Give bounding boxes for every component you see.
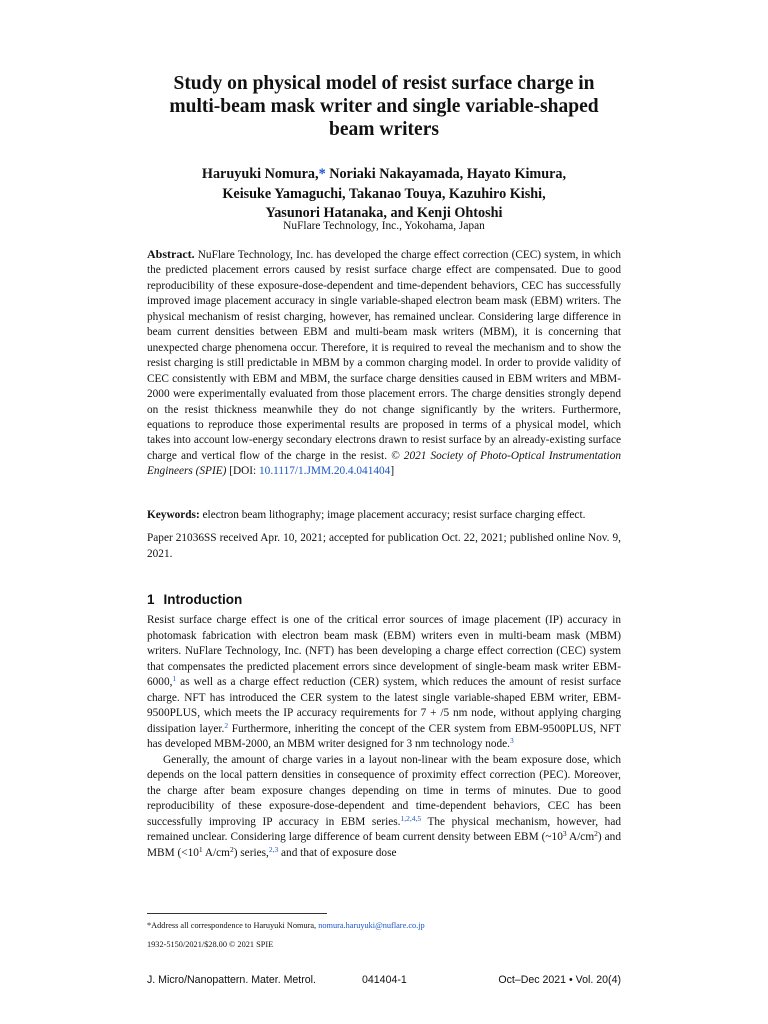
keywords-text: electron beam lithography; image placement accuracy; resist surface charging effect. — [199, 509, 586, 521]
doi-link[interactable]: 10.1117/1.JMM.20.4.041404 — [259, 465, 391, 478]
paragraph-text: Resist surface charge effect is one of the critical error sources of image placement (IP) accuracy in photomask fabrication with electron beam mask (EBM) writers even in multi-beam mask (MBM) writers. NuFlare Technology, Inc. (NFT) has been developing a charge effect correction (CEC) system that compensates the predicted placement errors since development of single-beam mask writer EBM-6000, — [147, 614, 621, 688]
doi-suffix: ] — [390, 465, 395, 478]
footer-journal: J. Micro/Nanopattern. Mater. Metrol. — [147, 974, 316, 986]
reference-link[interactable]: 1 — [172, 674, 177, 683]
author-first: Haruyuki Nomura, — [201, 166, 319, 182]
exponent: 1 — [198, 844, 203, 854]
section-number: 1 — [147, 592, 155, 607]
paragraph-text: A/cm — [566, 831, 595, 843]
footnote — [147, 920, 621, 932]
issn-line: 1932-5150/2021/$28.00 © 2021 SPIE — [147, 940, 274, 949]
corresponding-author-link[interactable]: * — [318, 166, 326, 182]
exponent: 3 — [562, 829, 567, 838]
doi-prefix: [DOI: — [226, 465, 260, 478]
abstract-body: NuFlare Technology, Inc. has developed the charge effect correction (CEC) system, in which the predicted placement errors caused by resist surface charge effect are compensated. Due to good reproducibility of these exposure-dose-dependent and time-dependent behaviors, CEC has successfully improved image placement accuracy in single variable-shaped electron beam mask (EBM) writers. The physical mechanism of resist charging, however, has remained unclear. Considering large difference in beam current densities between EBM and multi-beam mask writers (MBM), it is concerning that unexpected charge phenomena occur. Therefore, it is required to reveal the mechanism and to show the resist charging is still predictable in MBM by a common charging model. In order to provide validity of CEC consistently with EBM and MBM, the surface charge densities caused in EBM writers and MBM-2000 were experimentally evaluated from those placement errors. The charge densities strongly depend on the resist thickness meanwhile they do not change significantly by the writers. Furthermore, equations to reproduce those experimental results are proposed in terms of a physical model, which takes into account low-energy secondary electrons drawn to resist surface by an already-existing surface charge and vertical flow of the charge in the resist. — [147, 249, 621, 462]
paragraph-text: ) and MBM (<10 — [147, 831, 621, 859]
keywords-label: Keywords: — [147, 509, 200, 521]
paragraph-text: as well as a charge effect reduction (CER) system, which reduces the amount of resist surface charge. NFT has introduced the CER system to the latest single variable-shaped EBM writer, EBM-9500PLUS, which meets the IP accuracy requirements for 7 + /5 nm node, without applying charging dissipation layer. — [147, 676, 621, 735]
footer-page-number: 041404-1 — [362, 974, 407, 986]
title-line-3: beam writers — [329, 119, 439, 140]
paragraph-text: and that of exposure dose — [278, 846, 397, 859]
abstract — [147, 247, 621, 480]
paragraph-text: A/cm — [202, 846, 230, 859]
email-link[interactable]: nomura.haruyuki@nuflare.co.jp — [318, 921, 425, 930]
abstract-copyright: © 2021 Society of Photo-Optical Instrumentation Engineers (SPIE) — [147, 449, 621, 478]
paragraph-text: ) series, — [233, 846, 269, 859]
title-line-2: multi-beam mask writer and single variable-shaped — [169, 96, 599, 117]
abstract-label: Abstract. — [147, 247, 195, 261]
affiliation: NuFlare Technology, Inc., Yokohama, Japan — [283, 220, 485, 232]
reference-link[interactable]: 3 — [510, 736, 514, 745]
author-line-2: Keisuke Yamaguchi, Takanao Touya, Kazuhiro Kishi, — [222, 185, 546, 202]
paragraph-1 — [147, 613, 621, 753]
keywords — [147, 508, 621, 523]
section-title: Introduction — [163, 592, 243, 607]
author-list — [118, 165, 650, 224]
title-line-1: Study on physical model of resist surface charge in — [173, 73, 595, 94]
author-rest-1: Noriaki Nakayamada, Hayato Kimura, — [325, 166, 567, 182]
paragraph-2 — [147, 753, 621, 862]
reference-link[interactable]: 2 — [224, 720, 229, 730]
section-heading — [147, 592, 621, 607]
paragraph-text: The physical mechanism, however, had remained unclear. Considering large difference of beam current density between EBM (~10 — [147, 815, 621, 843]
paper-title — [118, 72, 650, 141]
introduction-body — [147, 613, 621, 861]
reference-link[interactable]: 1,2,4,5 — [400, 813, 422, 823]
author-line-1 — [118, 165, 650, 185]
exponent: 2 — [229, 844, 234, 854]
author-line-3: Yasunori Hatanaka, and Kenji Ohtoshi — [265, 205, 503, 221]
reference-link[interactable]: 2,3 — [268, 844, 279, 854]
exponent: 2 — [594, 829, 598, 838]
footnote-text: Address all correspondence to Haruyuki Nomura, — [151, 921, 319, 930]
publication-history: Paper 21036SS received Apr. 10, 2021; accepted for publication Oct. 22, 2021; published online Nov. 9, 2021. — [147, 532, 621, 560]
paragraph-text: Generally, the amount of charge varies in a layout non-linear with the beam exposure dose, which depends on the local pattern densities in consequence of proximity effect correction (PEC). Moreover, the charge after beam exposure changes depending on time in terms of minutes. Due to good reproducibility of these exposure-dose-dependent and time-dependent behaviors, CEC has been successfully improving IP accuracy in EBM series. — [147, 753, 621, 828]
footnote-divider — [147, 913, 327, 914]
footnote-mark: * — [147, 921, 152, 930]
footer-issue: Oct–Dec 2021 • Vol. 20(4) — [498, 974, 621, 986]
paragraph-text: Furthermore, inheriting the concept of the CER system from EBM-9500PLUS, NFT has developed MBM-2000, an MBM writer designed for 3 nm technology node. — [147, 722, 622, 750]
